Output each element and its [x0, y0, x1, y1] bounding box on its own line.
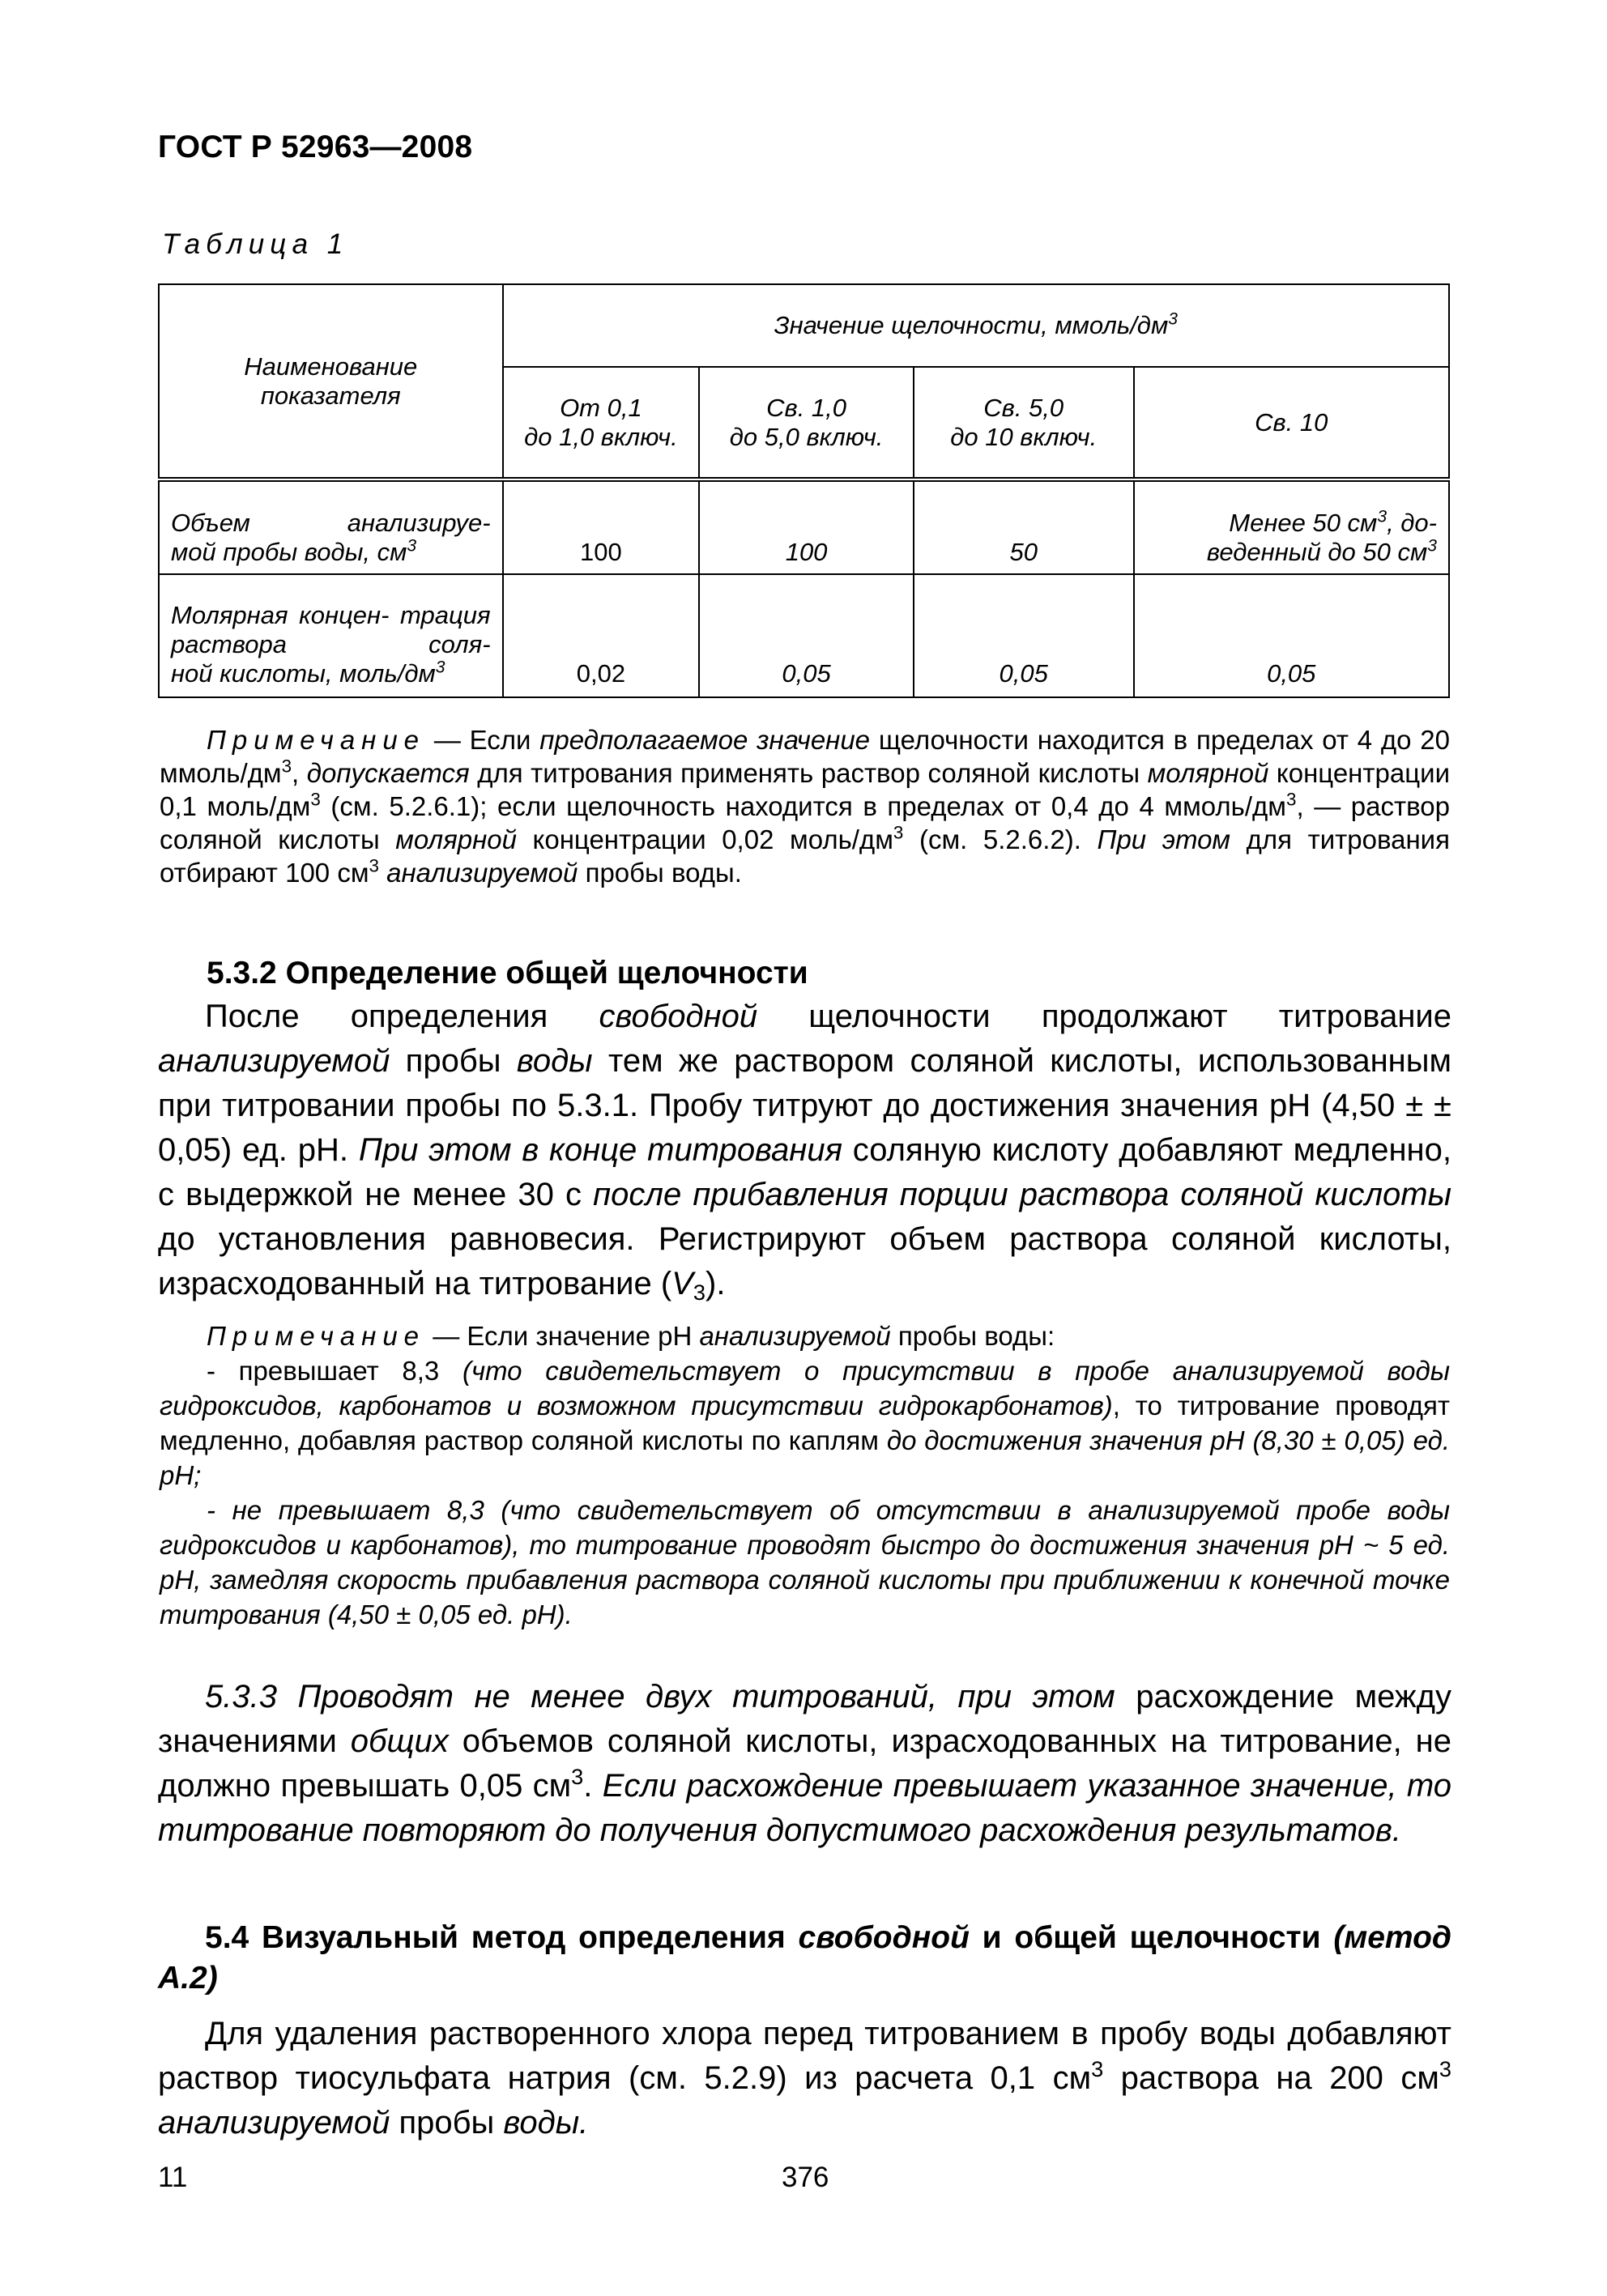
standard-header: ГОСТ Р 52963—2008 — [158, 130, 473, 164]
cell-value: 0,05 — [1134, 574, 1449, 697]
cell-value: 0,02 — [503, 574, 700, 697]
row-name-concentration: Молярная концен- трация раствора соля- ной кислоты, моль/$дм^3$ — [159, 574, 503, 697]
section-heading-5-3-2: 5.3.2 Определение общей щелочности — [207, 956, 808, 990]
table-note: Примечание — Если предполагаемое значение щелочности находится в пределах от 4 до 20 ммоль/$дм^3$, допускается для титрования применять раствор соляной кислоты молярной концентрации 0,1 моль/$дм^3$ (см. 5.2.6.1); если щелочность находится в пределах от 0,4 до 4 ммоль/$дм^3$, — раствор соляной кислоты молярной концентрации 0,02 моль/$дм^3$ (см. 5.2.6.2). При этом для титрования отбирают 100 $см^3$ анализируемой пробы воды. — [160, 725, 1451, 888]
note-item: - не превышает 8,3 (что свидетельствует об отсутствии в анализируемой пробе воды гидроксидов и карбонатов), то титрование проводят быстро до достижения значения рН ~ 5 ед. рН, замедляя скорость прибавления раствора соляной кислоты при приближении к конечной точке титрования (4,50 ± 0,05 ед. рН). — [160, 1495, 1450, 1629]
section-paragraph-5-3-2: После определения свободной щелочности продолжают титрование анализируемой пробы воды тем же раствором соляной кислоты, использованным при титровании пробы по 5.3.1. Пробу титруют до достижения значения рН (4,50 ± ± 0,05) ед. рН. При этом в конце титрования соляную кислоту добавляют медленно, с выдержкой не менее 30 с после прибавления порции раствора соляной кислоты до установления равновесия. Регистрируют объем раствора соляной кислоты, израсходованный на титрование $(V_3)$. — [158, 999, 1452, 1305]
section-paragraph-5-4: Для удаления растворенного хлора перед титрованием в пробу воды добавляют раствор тиосульфата натрия (см. 5.2.9) из расчета 0,1 $см^3$ раствора на 200 $см^3$ анализируемой пробы воды. — [158, 2016, 1451, 2141]
table-caption: Таблица 1 — [162, 228, 349, 260]
page-number: 11 — [158, 2162, 188, 2193]
header-range-1: От 0,1 до 1,0 включ. — [503, 367, 700, 479]
header-range-2: Св. 1,0 до 5,0 включ. — [699, 367, 914, 479]
cell-value: 0,05 — [914, 574, 1134, 697]
note-item: - превышает 8,3 (что свидетельствует о присутствии в пробе анализируемой воды гидроксидов, карбонатов и возможном присутствии гидрокарбонатов), то титрование проводят медленно, добавляя раствор соляной кислоты по каплям до достижения значения рН (8,30 ± 0,05) ед. рН; — [160, 1356, 1450, 1490]
cell-value: Менее 50 $см^3$, до- веденный до 50 $см^3$ — [1134, 479, 1449, 574]
titration-note — [160, 1318, 1450, 1632]
cell-value: 100 — [699, 479, 914, 574]
header-alkalinity-value: Значение щелочности, ммоль/$дм^3$ — [503, 284, 1449, 367]
note-label: Примечание — [207, 725, 426, 755]
cell-value: 50 — [914, 479, 1134, 574]
cell-value: 0,05 — [699, 574, 914, 697]
header-range-3: Св. 5,0 до 10 включ. — [914, 367, 1134, 479]
folio-number: 376 — [782, 2162, 829, 2193]
section-heading-5-4: 5.4 Визуальный метод определения свободной и общей щелочности (метод А.2) — [158, 1920, 1451, 1996]
cell-value: 100 — [503, 479, 700, 574]
row-name-volume: Объем анализируе- мой пробы воды, $см^3$ — [159, 479, 503, 574]
note-label: Примечание — [207, 1321, 426, 1351]
table-row — [159, 479, 1449, 574]
alkalinity-table — [158, 283, 1450, 698]
section-paragraph-5-3-3: 5.3.3 Проводят не менее двух титрований, при этом расхождение между значениями общих объемов соляной кислоты, израсходованных на титрование, не должно превышать 0,05 $см^3$. Если расхождение превышает указанное значение, то титрование повторяют до получения допустимого расхождения результатов. — [158, 1679, 1452, 1848]
header-range-4: Св. 10 — [1134, 367, 1449, 479]
note-intro: Примечание — Если значение рН анализируемой пробы воды: — [207, 1321, 1055, 1351]
table-row — [159, 574, 1449, 697]
header-indicator-name: Наименование показателя — [159, 284, 503, 479]
